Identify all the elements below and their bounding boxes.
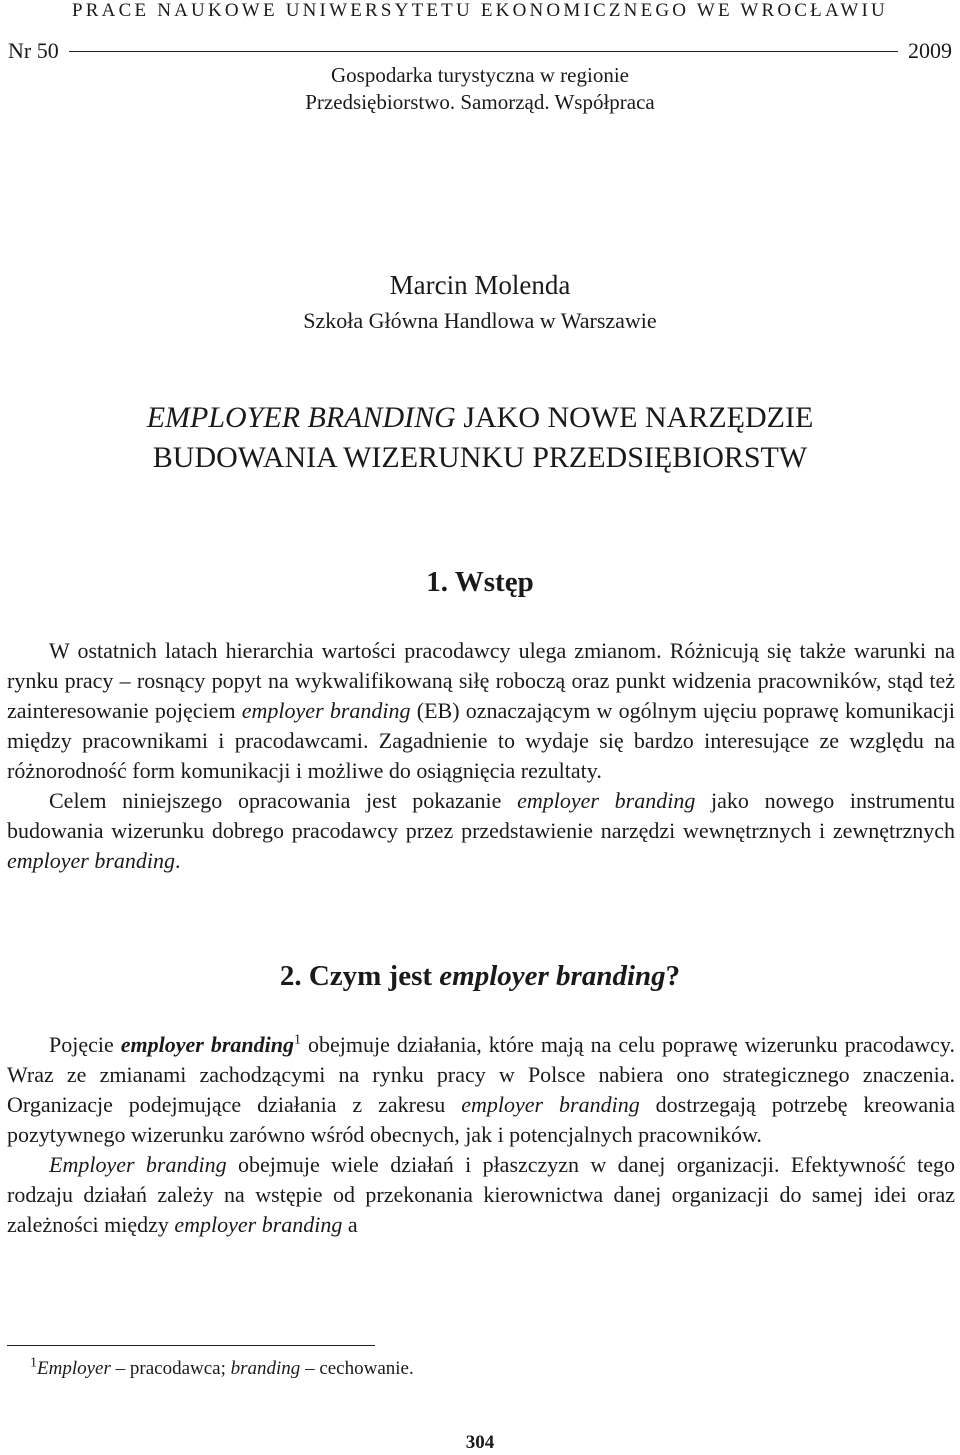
- issue-number: Nr 50: [8, 38, 59, 63]
- page-number: 304: [465, 1432, 495, 1453]
- issue-line: [8, 38, 952, 64]
- header-rule: [69, 51, 898, 52]
- paragraph: Pojęcie employer branding$^1$ obejmuje działania, które mają na celu poprawę wizerunku pracodawcy. Wraz ze zmianami zachodzącymi na rynku pracy w Polsce nabiera ono strategicznego znaczenia. Organizacje podejmujące działania z zakresu employer branding dostrzegają potrzebę kreowania pozytywnego wizerunku zarówno wśród obecnych, jak i potencjalnych pracowników.: [7, 1032, 956, 1147]
- section-1-body: [7, 636, 955, 876]
- article-title: [0, 398, 960, 478]
- series-line-2: Przedsiębiorstwo. Samorząd. Współpraca: [305, 90, 655, 114]
- issue-year: 2009: [908, 38, 952, 63]
- section-2-body: [7, 1030, 955, 1240]
- title-line-1: [0, 398, 960, 438]
- paragraph: Employer branding obejmuje wiele działań i płaszczyzn w danej organizacji. Efektywność tego rodzaju działań zależy na wstępie od przekonania kierownictwa danej organizacji do samej idei oraz zależności między employer branding a: [7, 1152, 955, 1237]
- paragraph: Celem niniejszego opracowania jest pokazanie employer branding jako nowego instrumentu budowania wizerunku dobrego pracodawcy przez przedstawienie narzędzi wewnętrznych i zewnętrznych employer branding.: [7, 788, 956, 873]
- footnote: $^1$Employer – pracodawca; branding – cechowanie.: [30, 1355, 414, 1379]
- title-line-1-rest: JAKO NOWE NARZĘDZIE: [455, 401, 814, 434]
- paragraph: W ostatnich latach hierarchia wartości pracodawcy ulega zmianom. Różnicują się także warunki na rynku pracy – rosnący popyt na wykwalifikowaną siłę roboczą oraz punkt widzenia pracowników, stąd też zainteresowanie pojęciem employer branding (EB) oznaczającym w ogólnym ujęciu poprawę komunikacji między pracownikami i pracodawcami. Zagadnienie to wydaje się bardzo interesujące ze względu na różnorodność form komunikacji i możliwe do osiągnięcia rezultaty.: [7, 638, 955, 783]
- footnote-rule: [7, 1345, 375, 1346]
- title-italic: EMPLOYER BRANDING: [146, 401, 456, 434]
- running-head: PRACE NAUKOWE UNIWERSYTETU EKONOMICZNEGO WE WROCŁAWIU: [72, 0, 888, 21]
- title-line-2: BUDOWANIA WIZERUNKU PRZEDSIĘBIORSTW: [152, 441, 808, 474]
- footnote-mark: 1: [293, 1032, 301, 1048]
- series-line-1: Gospodarka turystyczna w regionie: [331, 63, 629, 87]
- section-1-heading: 1. Wstęp: [426, 566, 534, 598]
- author-name: Marcin Molenda: [389, 270, 571, 300]
- section-2-heading: 2. Czym jest employer branding?: [279, 960, 681, 992]
- series-title: [0, 62, 960, 116]
- author-affiliation: Szkoła Główna Handlowa w Warszawie: [303, 308, 657, 333]
